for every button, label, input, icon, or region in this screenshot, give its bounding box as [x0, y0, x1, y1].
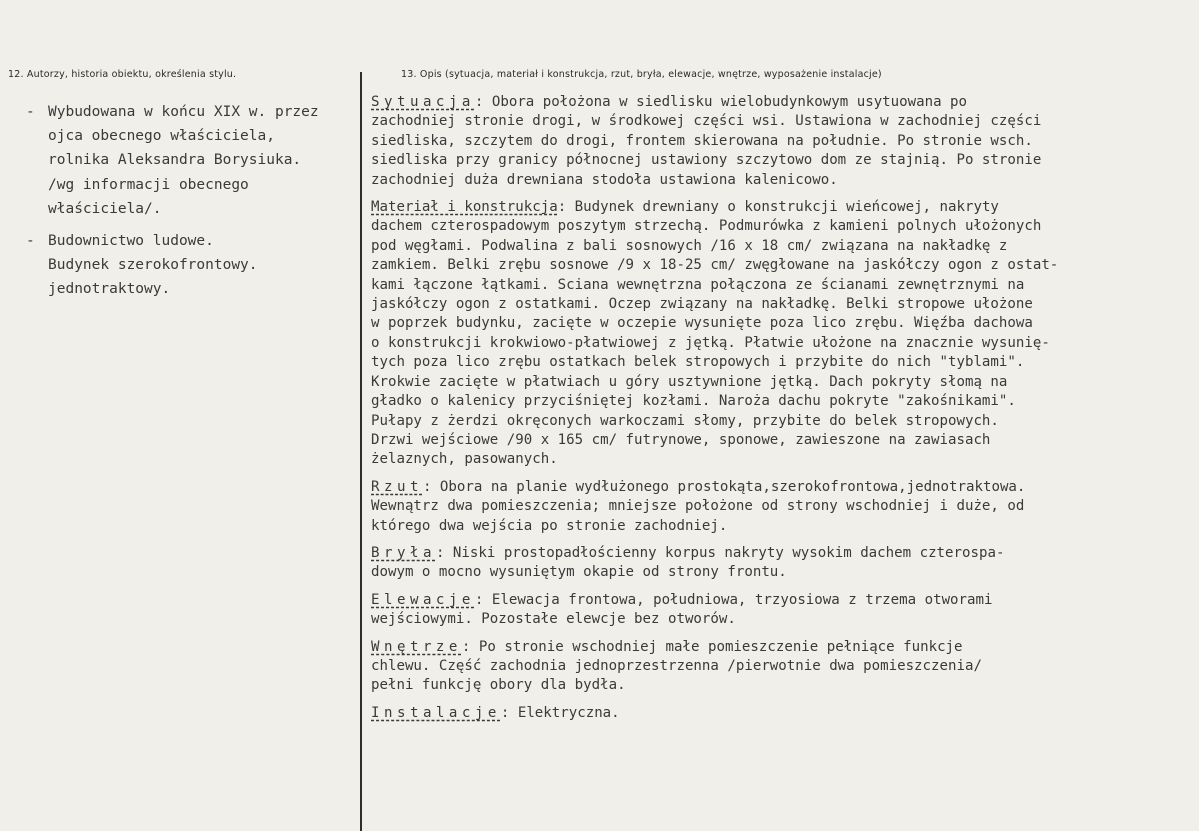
section-heading: Rzut [371, 478, 423, 495]
history-note [26, 100, 358, 221]
section-text: : Po stronie wschodniej małe pomieszczenie pełniące funkcje [461, 638, 963, 655]
section-text: dachem czterospadowym poszytym strzechą. Podmurówka z kamieni polnych ułożonych [371, 218, 1042, 235]
note-line [26, 197, 358, 221]
section-line [371, 610, 1171, 629]
section-heading: Elewacje [371, 591, 475, 608]
description-section [371, 544, 1171, 583]
description-section [371, 478, 1171, 536]
note-text: /wg informacji obecnego [48, 176, 249, 193]
section-line [371, 295, 1171, 314]
section-text: : Niski prostopadłościenny korpus nakryty wysokim dachem czterospa- [435, 544, 1005, 561]
section-line [371, 676, 1171, 695]
section-line [371, 256, 1171, 275]
section-line [371, 198, 1171, 217]
section-text: gładko o kalenicy przyciśniętej kozłami. Naroża dachu pokryte "zakośnikami". [371, 393, 1016, 410]
description-section [371, 638, 1171, 696]
section-text: siedliska, szczytem do drogi, frontem skierowana na południe. Po stronie wsch. [371, 132, 1033, 149]
section-text: tych poza lico zrębu ostatkach belek stropowych i przybite do nich "tyblami". [371, 354, 1025, 371]
section-text: zachodniej stronie drogi, w środkowej części wsi. Ustawiona w zachodniej części [371, 113, 1042, 130]
section-text: żelaznych, pasowanych. [371, 451, 558, 468]
note-text: jednotraktowy. [48, 281, 171, 298]
section-line [371, 563, 1171, 582]
section-text: jaskółczy ogon z ostatkami. Oczep związany na nakładkę. Belki stropowe ułożone [371, 296, 1033, 313]
description-section [371, 704, 1171, 723]
section-text: chlewu. Część zachodnia jednoprzestrzenna /pierwotnie dwa pomieszczenia/ [371, 657, 982, 674]
history-note [26, 229, 358, 302]
section-heading: Bryła [371, 544, 436, 561]
section-line [371, 237, 1171, 256]
section-text: Pułapy z żerdzi okręconych warkoczami słomy, przybite do belek stropowych. [371, 412, 999, 429]
note-dash: - [26, 233, 35, 250]
section-line [371, 497, 1171, 516]
section-heading: Instalacje [371, 704, 501, 721]
section-heading: Materiał i konstrukcja [371, 199, 558, 216]
note-line [26, 173, 358, 197]
section-line [371, 412, 1171, 431]
note-text: właściciela/. [48, 200, 162, 217]
section-text: Krokwie zacięte w płatwiach u góry usztywnione jętką. Dach pokryty słomą na [371, 373, 1008, 390]
section-text: : Obora położona w siedlisku wielobudynkowym usytuowana po [474, 94, 968, 110]
section-line [371, 517, 1171, 536]
section-text: którego dwa wejścia po stronie zachodniej. [371, 517, 728, 534]
section-line [371, 704, 1171, 723]
note-text: Wybudowana w końcu XIX w. przez [48, 104, 319, 120]
description-section [371, 591, 1171, 630]
description-section [371, 93, 1171, 190]
note-line [26, 100, 358, 124]
section-line [371, 314, 1171, 333]
section-line [371, 373, 1171, 392]
description-section [371, 198, 1171, 470]
section-line [371, 591, 1171, 610]
section-text: Wewnątrz dwa pomieszczenia; mniejsze położone od strony wschodniej i duże, od [371, 498, 1025, 515]
section-line [371, 151, 1171, 170]
section-text: o konstrukcji krokwiowo-płatwiowej z jętką. Płatwie ułożone na znacznie wysunię- [371, 334, 1050, 351]
section-text: pod węgłami. Podwalina z bali sosnowych /16 x 18 cm/ związana na nakładkę z [371, 237, 1008, 254]
section-text: : Elektryczna. [500, 704, 620, 721]
section-text: dowym o mocno wysuniętym okapie od strony frontu. [371, 564, 787, 581]
note-line [26, 277, 358, 301]
section-text: : Obora na planie wydłużonego prostokąta,szerokofrontowa,jednotraktowa. [422, 478, 1026, 495]
section-line [371, 132, 1171, 151]
section-line [371, 93, 1171, 112]
note-text: Budownictwo ludowe. [48, 233, 214, 250]
section-line [371, 112, 1171, 131]
section-text: pełni funkcję obory dla bydła. [371, 677, 626, 694]
section-text: zachodniej duża drewniana stodoła ustawiona kalenicowo. [371, 171, 838, 188]
section-line [371, 478, 1171, 497]
section-line [371, 276, 1171, 295]
column-divider [360, 72, 362, 831]
note-line [26, 229, 358, 253]
description-column [371, 93, 1171, 731]
note-text: ojca obecnego właściciela, [48, 128, 275, 145]
note-line [26, 148, 358, 172]
note-text: Budynek szerokofrontowy. [48, 257, 258, 274]
section-text: Drzwi wejściowe /90 x 165 cm/ futrynowe, sponowe, zawieszone na zawiasach [371, 431, 991, 448]
history-column [26, 100, 358, 310]
note-dash: - [26, 104, 35, 120]
section-text: zamkiem. Belki zrębu sosnowe /9 x 18-25 cm/ zwęgłowane na jaskółczy ogon z ostat- [371, 257, 1059, 274]
section-text: kami łączone łątkami. Sciana wewnętrzna połączona ze ścianami zewnętrznymi na [371, 276, 1025, 293]
section-line [371, 450, 1171, 469]
section-text: : Budynek drewniany o konstrukcji wieńcowej, nakryty [557, 199, 999, 216]
section-text: wejściowymi. Pozostałe elewcje bez otworów. [371, 611, 736, 628]
section-line [371, 657, 1171, 676]
section-line [371, 544, 1171, 563]
section-heading: Sytuacja [371, 94, 475, 110]
right-column-header: 13. Opis (sytuacja, materiał i konstrukcja, rzut, bryła, elewacje, wnętrze, wyposażenie instalacje) [401, 69, 882, 80]
section-text: siedliska przy granicy północnej ustawiony szczytowo dom ze stajnią. Po stronie [371, 152, 1042, 169]
section-line [371, 392, 1171, 411]
section-line [371, 638, 1171, 657]
left-column-header: 12. Autorzy, historia obiektu, określenia stylu. [8, 69, 237, 80]
note-text: rolnika Aleksandra Borysiuka. [48, 152, 302, 169]
section-line [371, 353, 1171, 372]
section-text: w poprzek budynku, zacięte w oczepie wysunięte poza lico zrębu. Więźba dachowa [371, 315, 1033, 332]
section-heading: Wnętrze [371, 638, 462, 655]
note-line [26, 253, 358, 277]
section-text: : Elewacja frontowa, południowa, trzyosiowa z trzema otworami [474, 591, 993, 608]
section-line [371, 217, 1171, 236]
note-line [26, 124, 358, 148]
section-line [371, 431, 1171, 450]
section-line [371, 334, 1171, 353]
section-line [371, 171, 1171, 190]
